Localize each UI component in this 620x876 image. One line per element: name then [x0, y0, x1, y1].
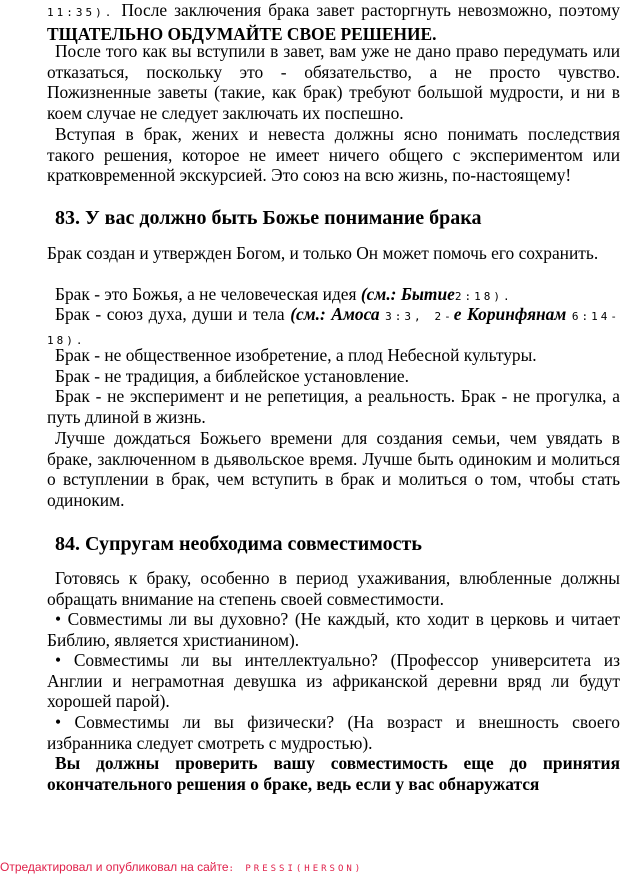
section-83-paragraph-2: Брак - это Божья, а не человеческая идея (см.: Бытие2:18). — [55, 284, 513, 304]
section-83-paragraph-4: Брак - не общественное изобретение, а плод Небесной культуры. — [55, 345, 537, 365]
scripture-reference: 6:14-18). — [47, 310, 620, 347]
section-83-paragraph-3: Брак - союз духа, души и тела (см.: Амоса 3:3, 2-е Коринфянам 6:14-18). — [47, 304, 620, 347]
scripture-reference: 11:35). — [47, 6, 115, 19]
scripture-reference: 3:3, 2- — [385, 310, 454, 323]
paragraph-top — [47, 0, 620, 44]
bullet-item-1: • Совместимы ли вы духовно? (Не каждый, кто ходит в церковь и читает Библию, является христианином). — [47, 609, 620, 650]
section-84-bold-paragraph: Вы должны проверить вашу совместимость еще до принятия окончательного решения о браке, ведь если у вас обнаружатся — [47, 753, 620, 794]
bullet-item-3: • Совместимы ли вы физически? (На возраст и внешность своего избранника следует смотреть с мудростью). — [47, 712, 620, 753]
paragraph-text: После заключения брака завет расторгнуть невозможно, поэтому — [121, 0, 620, 20]
section-83-paragraph-1: Брак создан и утвержден Богом, и только Он может помочь его сохранить. — [47, 243, 599, 263]
bullet-item-2: • Совместимы ли вы интеллектуально? (Профессор университета из Англии и неграмотная девушка из африканской деревни вряд ли будут хорошей парой). — [47, 650, 620, 711]
footer-text: Отредактировал и опубликовал на сайте — [0, 860, 229, 874]
section-83-heading: 83. У вас должно быть Божье понимание брака — [55, 207, 482, 229]
scripture-reference: 2:18). — [454, 290, 513, 303]
section-83-paragraph-6: Брак - не эксперимент и не репетиция, а реальность. Брак - не прогулка, а путь длиной в жизнь. — [47, 386, 620, 427]
section-84-paragraph-1: Готовясь к браку, особенно в период ухаживания, влюбленные должны обращать внимание на степень своей совместимости. — [47, 568, 620, 609]
paragraph-1: После того как вы вступили в завет, вам уже не дано право передумать или отказаться, поскольку это - обязательство, а не просто чувство. Пожизненные заветы (такие, как брак) требуют большой мудрости, и ни в коем случае не следует заключать их поспешно. — [47, 41, 620, 123]
section-83-paragraph-5: Брак - не традиция, а библейское установление. — [55, 366, 410, 386]
footer-site-link[interactable]: : PRESSI(HERSON) — [228, 864, 364, 874]
section-84-heading: 84. Супругам необходима совместимость — [55, 533, 422, 555]
footer-credit — [0, 860, 363, 876]
paragraph-2: Вступая в брак, жених и невеста должны ясно понимать последствия такого решения, которое не имеет ничего общего с экспериментом или кратковременной экскурсией. Это союз на всю жизнь, по-настоящему! — [47, 124, 620, 185]
section-83-paragraph-7: Лучше дождаться Божьего времени для создания семьи, чем увядать в браке, заключенном в дьявольское время. Лучше быть одиноким и молиться о вступлении в брак, чем вступить в брак и молиться о том, чтобы стать одиноким. — [47, 428, 620, 510]
emphasis-text: ТЩАТЕЛЬНО ОБДУМАЙТЕ СВОЕ РЕШЕНИЕ. — [47, 23, 437, 44]
